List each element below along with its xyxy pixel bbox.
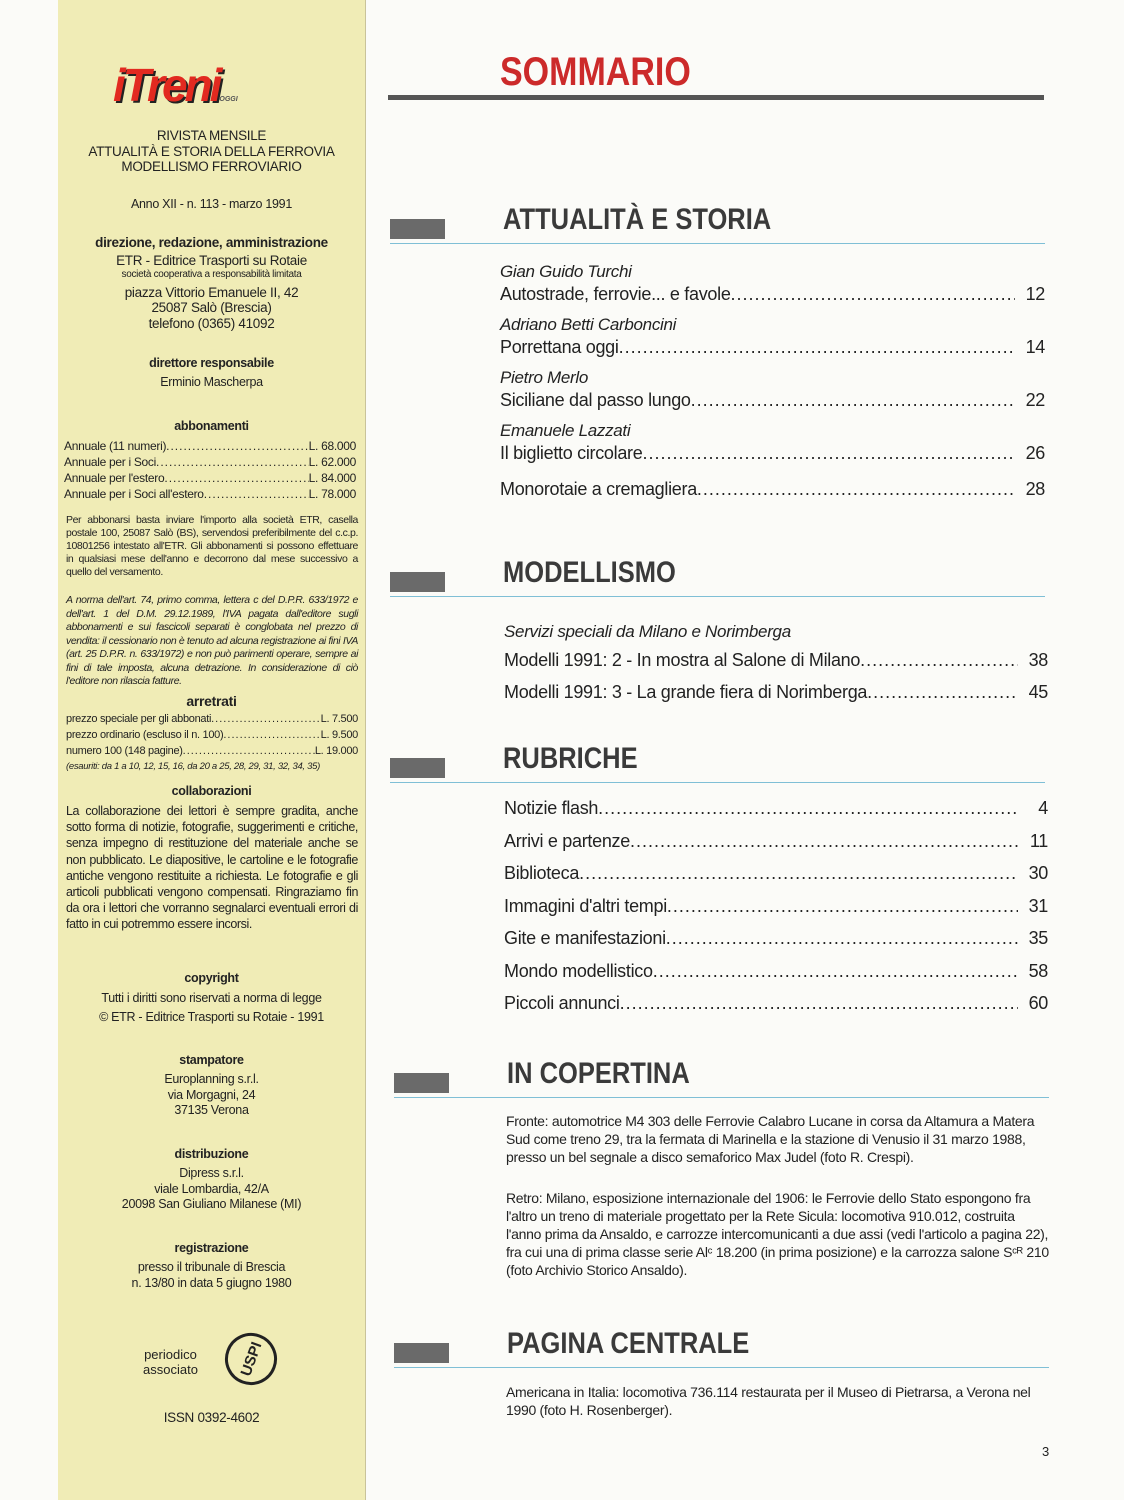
toc-entry[interactable]: Monorotaie a cremagliera ..... 28 — [500, 477, 1045, 501]
magazine-logo: iTreniOGGI — [113, 59, 238, 111]
toc-attualita: Gian Guido Turchi Autostrade, ferrovie... e favole ..... 12 Adriano Betti Carboncini Porrettana oggi ..... 14 Pietro Merlo Siciliane dal passo lungo ..... 22 Emanuele Lazzati Il biglietto circolare ..... 26 Monorotaie a cremagliera ..... 28 — [500, 262, 1045, 501]
page-title: SOMMARIO — [500, 50, 691, 94]
arretrati-prices: prezzo speciale per gli abbonati ..... L. 7.500 prezzo ordinario (escluso il n. 100) ..... L. 9.500 numero 100 (148 pagine) ..... L. 19.000 (esauriti: da 1 a 10, 12, 15, 16, da 20 a 25, 28, 29, 31, 32, 34, 35) — [66, 711, 358, 775]
toc-entry[interactable]: Notizie flash ..... 4 — [504, 796, 1048, 820]
toc-entry[interactable]: Immagini d'altri tempi ..... 31 — [504, 894, 1048, 918]
stampatore-heading: stampatore — [179, 1053, 244, 1067]
toc-entry[interactable]: Porrettana oggi ..... 14 — [500, 335, 1045, 359]
arretrati-heading: arretrati — [186, 693, 237, 709]
toc-entry[interactable]: Modelli 1991: 3 - La grande fiera di Norimberga ..... 45 — [504, 680, 1048, 704]
toc-entry[interactable]: Biblioteca ..... 30 — [504, 861, 1048, 885]
magazine-page: iTreniOGGI RIVISTA MENSILE ATTUALITÀ E STORIA DELLA FERROVIA MODELLISMO FERROVIARIO Anno XII - n. 113 - marzo 1991 direzione, redazione, amministrazione ETR - Editrice Trasporti su Rotaie società cooperativa a responsabilità limitata piazza Vittorio Emanuele II, 42 25087 Salò (Brescia) telefono (0365) 41092 direttore responsabile Erminio Mascherpa abbonamenti Annuale (11 numeri) ..... L. 68.000 Annuale per i Soci ..... L. 62.000 Annuale per l'estero ..... L. 84.000 Annuale per i Soci all'estero ..... L. 78.000 Per abbonarsi basta inviare l'importo alla società ETR, casella postale 100, 25087 Salò (BS), servendosi preferibilmente del c.c.p. 10801256 intestato all'ETR. Gli abbonamenti si possono effettuare in qualsiasi mese dell'anno e decorrono dal mese successivo a quello del versamento. A norma dell'art. 74, primo comma, lettera c del D.P.R. 633/1972 e dell'art. 1 del D.M. 29.12.1989, l'IVA pagata dall'editore sugli abbonamenti e sui fascicoli separati è conglobata nel prezzo di vendita: il cessionario non è tenuto ad alcuna registrazione ai fini IVA (art. 25 D.P.R. n. 633/1972) e non può parimenti operare, sempre ai fini di tale imposta, alcuna detrazione. In considerazione di ciò l'editore non rilascia fatture. arretrati prezzo speciale per gli abbonati ..... L. 7.500 prezzo ordinario (escluso il n. 100) ..... L. 9.500 numero 100 (148 pagine) ..... L. 19.000 (esauriti: da 1 a 10, 12, 15, 16, da 20 a 25, 28, 29, 31, 32, 34, 35) collaborazioni La collaborazione dei lettori è sempre gradita, anche sotto forma di notizie, fotografie, suggerimenti e critiche, senza impegno di restituzione del materiale anche se non pubblicato. Le diapositive, le cartoline e le fotografie antiche vengono restituite a richiesta. Le fotografie e gli articoli pubblicati vengono compensati. Ringraziamo fin da ora i lettori che vorranno segnalarci eventuali errori di fatto in cui potremmo essere incorsi. copyright Tutti i diritti sono riservati a norma di legge © ETR - Editrice Trasporti su Rotaie - 1991 stampatore Europlanning s.r.l. via Morgagni, 24 37135 Verona distribuzione Dipress s.r.l. viale Lombardia, 42/A 20098 San Giuliano Milanese (MI) registrazione presso il tribunale di Brescia n. 13/80 in data 5 giugno 1980 periodico associato USPI ISSN 0392-4602 SOMMARIO ATTUALITÀ E STORIA Gian Guido Turchi Autostrade, ferrovie... e favole ..... 12 Adriano Betti Carboncini Porrettana oggi ..... 14 Pietro Merlo Siciliane dal passo lungo ..... 22 Emanuele Lazzati Il biglietto circolare ..... 26 Monorotaie a cremagliera ..... 28 MODELLISMO Servizi speciali da Milano e Norimberga Modelli 1991: 2 - In mostra al Salone di Milano ..... 38 Modelli 1991: 3 - La grande fiera di Norimberga ..... 45 RUBRICHE Notizie flash ..... 4 Arrivi e partenze ..... 11 Biblioteca ..... 30 Immagini d'altri tempi ..... 31 Gite e manifestazioni ..... 35 Mondo modellistico ..... 58 Piccoli annunci ..... 60 IN COPERTINA Fronte: automotrice M4 303 delle Ferrovie Calabro Lucane in corsa da Altamura a Matera Sud come treno 29, tra la fermata di Marinella e la stazione di Venusio il 31 marzo 1988, presso un bel segnale a disco semaforico Max Judel (foto R. Crespi). Retro: Milano, esposizione internazionale del 1906: le Ferrovie dello Stato espongono fra l'altro un treno di materiale progettato per la Rete Sicula: locomotiva 910.012, costruita l'anno prima da Ansaldo, e carrozze intercomunicanti a due assi (vedi l'articolo a pagina 22), fra cui una di prima classe serie Alᶜ 18.200 (in prima posizione) e la carrozza salone Sᶜᴿ 210 (foto Archivio Storico Ansaldo). PAGINA CENTRALE Americana in Italia: locomotiva 736.114 restaurata per il Museo di Pietrarsa, a Verona nel 1990 (foto H. Rosenberger). 3 — [0, 0, 1124, 1500]
abbonamenti-heading: abbonamenti — [174, 419, 249, 433]
toc-entry[interactable]: Arrivi e partenze ..... 11 — [504, 829, 1048, 853]
centerfold-caption: Americana in Italia: locomotiva 736.114 restaurata per il Museo di Pietrarsa, a Verona nel 1990 (foto H. Rosenberger). — [506, 1384, 1031, 1418]
cover-back-caption: Retro: Milano, esposizione internazionale del 1906: le Ferrovie dello Stato espongono fra l'altro un treno di materiale progettato per la Rete Sicula: locomotiva 910.012, costruita l'anno prima da Ansaldo, e carrozze intercomunicanti a due assi (vedi l'articolo a pagina 22), fra cui una di prima classe serie Alᶜ 18.200 (in prima posizione) e la carrozza salone Sᶜᴿ 210 (foto Archivio Storico Ansaldo). — [506, 1190, 1049, 1278]
abbonamenti-note: Per abbonarsi basta inviare l'importo alla società ETR, casella postale 100, 25087 Salò (BS), servendosi preferibilmente del c.c.p. 10801256 intestato all'ETR. Gli abbonamenti si possono effettuare in qualsiasi mese dell'anno e decorrono dal mese successivo a quello del versamento. — [66, 514, 358, 578]
direzione-heading: direzione, redazione, amministrazione — [95, 235, 328, 250]
cover-front-caption: Fronte: automotrice M4 303 delle Ferrovie Calabro Lucane in corsa da Altamura a Matera Sud come treno 29, tra la fermata di Marinella e la stazione di Venusio il 31 marzo 1988, presso un bel segnale a disco semaforico Max Judel (foto R. Crespi). — [506, 1113, 1035, 1165]
toc-entry[interactable]: Piccoli annunci ..... 60 — [504, 991, 1048, 1015]
copyright-text: Tutti i diritti sono riservati a norma di legge © ETR - Editrice Trasporti su Rotaie - 1991 — [99, 991, 324, 1024]
collaborazioni-text: La collaborazione dei lettori è sempre gradita, anche sotto forma di notizie, fotografie, suggerimenti e critiche, senza impegno di restituzione del materiale anche se non pubblicato. Le diapositive, le cartoline e le fotografie antiche vengono restituite a richiesta. Le fotografie e gli articoli pubblicati vengono compensati. Ringraziamo fin da ora i lettori che vorranno segnalarci eventuali errori di fatto in cui potremmo essere incorsi. — [66, 804, 358, 932]
direttore-heading: direttore responsabile — [149, 356, 274, 370]
masthead-subtitle: RIVISTA MENSILE ATTUALITÀ E STORIA DELLA FERROVIA MODELLISMO FERROVIARIO — [88, 128, 335, 174]
toc-entry[interactable]: Il biglietto circolare ..... 26 — [500, 441, 1045, 465]
toc-rubriche — [504, 796, 1048, 1015]
toc-entry[interactable]: Autostrade, ferrovie... e favole ..... 12 — [500, 282, 1045, 306]
copyright-heading: copyright — [184, 971, 239, 985]
collaborazioni-heading: collaborazioni — [171, 784, 252, 798]
distribuzione-heading: distribuzione — [174, 1147, 249, 1161]
section-marker — [390, 219, 445, 239]
direttore-name: Erminio Mascherpa — [160, 375, 263, 389]
stampatore-details: Europlanning s.r.l. via Morgagni, 24 37135 Verona — [164, 1072, 259, 1117]
iva-note: A norma dell'art. 74, primo comma, lettera c del D.P.R. 633/1972 e dell'art. 1 del D.M. 29.12.1989, l'IVA pagata dall'editore sugli abbonamenti e sui fascicoli separati è conglobata nel prezzo di vendita: il cessionario non è tenuto ad alcuna registrazione ai fini IVA (art. 25 D.P.R. n. 633/1972) e non può parimenti operare, sempre ai fini di tale imposta, alcuna detrazione. In considerazione di ciò l'editore non rilascia fatture. — [66, 594, 358, 687]
uspi-label: periodico associato — [143, 1347, 198, 1377]
title-rule — [388, 95, 1044, 100]
page-number: 3 — [1042, 1444, 1050, 1459]
registrazione-heading: registrazione — [174, 1241, 249, 1255]
abbonamenti-prices: Annuale (11 numeri) ..... L. 68.000 Annuale per i Soci ..... L. 62.000 Annuale per l'estero ..... L. 84.000 Annuale per i Soci all'estero ..... L. 78.000 — [64, 438, 356, 502]
distribuzione-details: Dipress s.r.l. viale Lombardia, 42/A 20098 San Giuliano Milanese (MI) — [121, 1166, 302, 1211]
toc-entry[interactable]: Siciliane dal passo lungo ..... 22 — [500, 388, 1045, 412]
issue-info: Anno XII - n. 113 - marzo 1991 — [130, 197, 292, 211]
uspi-logo: USPI — [218, 1326, 285, 1393]
toc-entry[interactable]: Modelli 1991: 2 - In mostra al Salone di Milano ..... 38 — [504, 648, 1048, 672]
masthead-column — [58, 0, 366, 1500]
toc-entry[interactable]: Mondo modellistico ..... 58 — [504, 959, 1048, 983]
registrazione-details: presso il tribunale di Brescia n. 13/80 in data 5 giugno 1980 — [131, 1260, 292, 1290]
toc-entry[interactable]: Gite e manifestazioni ..... 35 — [504, 926, 1048, 950]
toc-modellismo: Servizi speciali da Milano e Norimberga Modelli 1991: 2 - In mostra al Salone di Milano ..... 38 Modelli 1991: 3 - La grande fiera di Norimberga ..... 45 — [504, 622, 1048, 704]
issn: ISSN 0392-4602 — [163, 1410, 260, 1425]
direzione-details: ETR - Editrice Trasporti su Rotaie società cooperativa a responsabilità limitata piazza Vittorio Emanuele II, 42 25087 Salò (Brescia) telefono (0365) 41092 — [116, 253, 307, 331]
